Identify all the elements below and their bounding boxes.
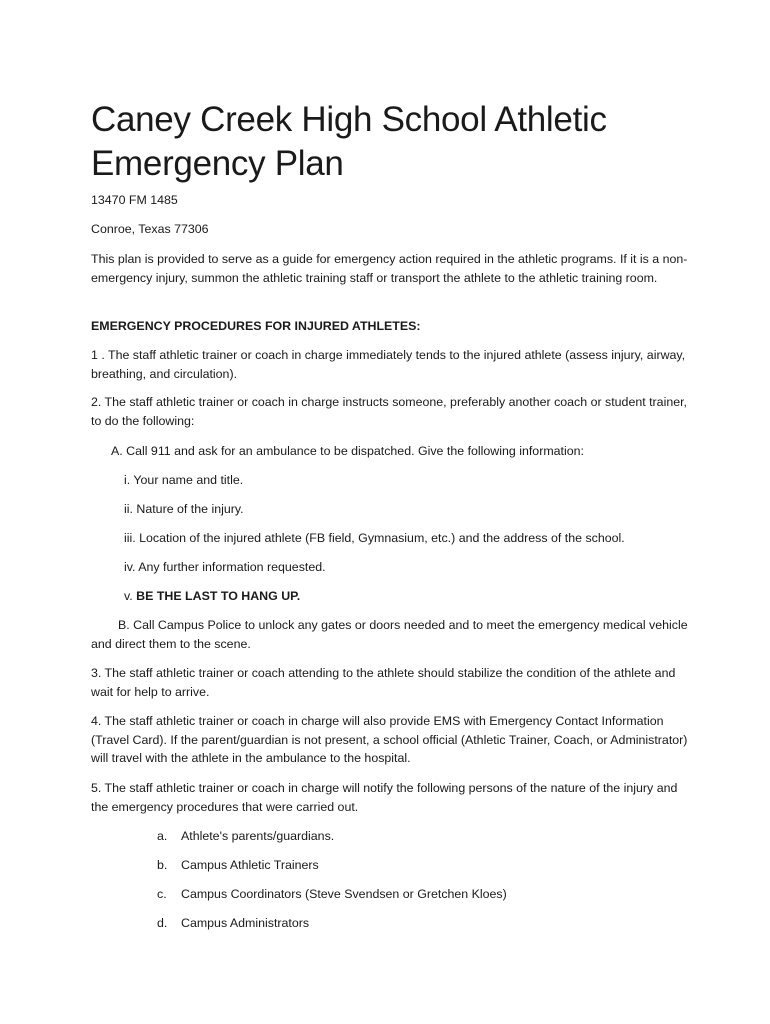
page-title: Caney Creek High School Athletic Emergency Plan	[91, 100, 607, 183]
step-2-a-item-v	[124, 587, 691, 606]
section-heading: EMERGENCY PROCEDURES FOR INJURED ATHLETES:	[91, 319, 421, 333]
list-letter: c.	[157, 887, 167, 901]
intro-paragraph: This plan is provided to serve as a guide for emergency action required in the athletic programs. If it is a non-emergency injury, summon the athletic training staff or transport the athlete to the athletic training room.	[91, 252, 688, 285]
item-v-bold: BE THE LAST TO HANG UP.	[136, 589, 301, 603]
list-text: Campus Coordinators (Steve Svendsen or Gretchen Kloes)	[181, 887, 507, 901]
step-2-a: A. Call 911 and ask for an ambulance to be dispatched. Give the following information:	[111, 444, 584, 458]
address-line-2: Conroe, Texas 77306	[91, 222, 209, 236]
step-4: 4. The staff athletic trainer or coach in charge will also provide EMS with Emergency Contact Information (Travel Card). If the parent/guardian is not present, a school official (Athletic Trainer, Coach, or Administrator) will travel with the athlete in the ambulance to the hospital.	[91, 714, 688, 765]
address-line-1: 13470 FM 1485	[91, 193, 178, 207]
notify-list-item	[157, 827, 657, 846]
step-2-b: B. Call Campus Police to unlock any gates or doors needed and to meet the emergency medical vehicle and direct them to the scene.	[91, 618, 688, 651]
list-letter: b.	[157, 858, 168, 872]
step-5: 5. The staff athletic trainer or coach in charge will notify the following persons of the nature of the injury and the emergency procedures that were carried out.	[91, 781, 678, 814]
item-v-prefix: v.	[124, 589, 137, 603]
list-text: Campus Administrators	[181, 916, 310, 930]
step-3: 3. The staff athletic trainer or coach attending to the athlete should stabilize the condition of the athlete and wait for help to arrive.	[91, 666, 676, 699]
list-text: Campus Athletic Trainers	[181, 858, 319, 872]
list-letter: a.	[157, 829, 168, 843]
list-text: Athlete's parents/guardians.	[181, 829, 335, 843]
step-2-a-item: i. Your name and title.	[124, 473, 244, 487]
notify-list-item	[157, 914, 657, 933]
step-1: 1 . The staff athletic trainer or coach in charge immediately tends to the injured athlete (assess injury, airway, breathing, and circulation).	[91, 348, 686, 381]
step-2-a-item: ii. Nature of the injury.	[124, 502, 244, 516]
step-2-a-item: iii. Location of the injured athlete (FB field, Gymnasium, etc.) and the address of the school.	[124, 531, 625, 545]
step-2-a-item: iv. Any further information requested.	[124, 560, 326, 574]
step-2: 2. The staff athletic trainer or coach in charge instructs someone, preferably another coach or student trainer, to do the following:	[91, 395, 687, 428]
notify-list-item	[157, 856, 657, 875]
notify-list-item	[157, 885, 657, 904]
list-letter: d.	[157, 916, 168, 930]
